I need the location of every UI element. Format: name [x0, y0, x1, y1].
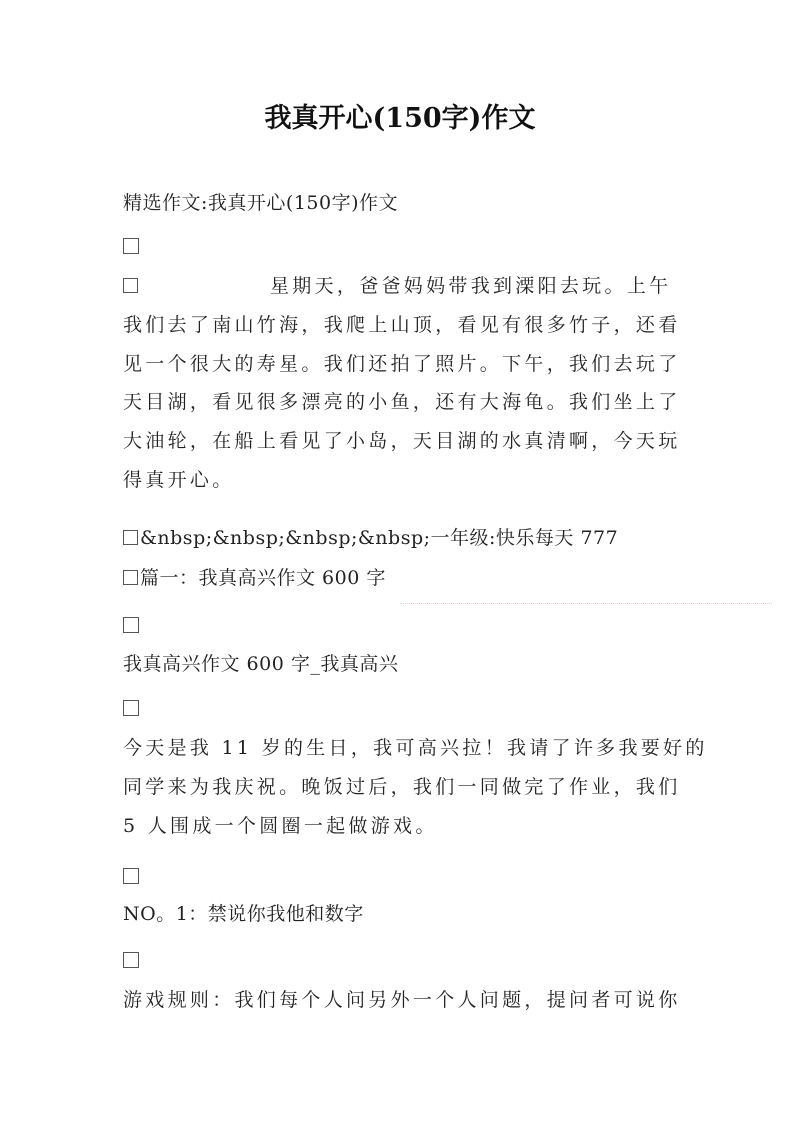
document-title: 我真开心(150字)作文	[264, 103, 536, 134]
section-heading: 篇一：我真高兴作文 600 字	[123, 565, 386, 591]
paragraph2-line-1: 今天是我 11 岁的生日，我可高兴拉！我请了许多我要好的	[123, 737, 708, 759]
missing-glyph-box-icon	[123, 700, 139, 716]
missing-glyph-box-icon	[123, 952, 139, 968]
section-title: 我真高兴作文 600 字_我真高兴	[123, 653, 399, 675]
missing-glyph-box-icon	[123, 238, 139, 254]
paragraph1-line-4: 天目湖，看见很多漂亮的小鱼，还有大海龟。我们坐上了	[123, 391, 681, 413]
game-title: NO。1：禁说你我他和数字	[123, 903, 364, 925]
paragraph1-line-3: 见一个很大的寿星。我们还拍了照片。下午，我们去玩了	[123, 353, 681, 375]
paragraph1-line-1: 星期天，爸爸妈妈带我到溧阳去玩。上午	[123, 273, 671, 299]
missing-glyph-box-icon	[123, 617, 139, 633]
missing-glyph-box-icon	[123, 530, 138, 545]
author-line: &nbsp;&nbsp;&nbsp;&nbsp;一年级:快乐每天 777	[123, 525, 618, 551]
game-rules: 游戏规则：我们每个人问另外一个人问题，提问者可说你	[123, 989, 681, 1011]
dotted-rule	[400, 603, 772, 604]
subtitle: 精选作文:我真开心(150字)作文	[123, 192, 398, 214]
missing-glyph-box-icon	[123, 868, 139, 884]
paragraph2-line-2: 同学来为我庆祝。晚饭过后，我们一同做完了作业，我们	[123, 776, 681, 798]
paragraph1-line-2: 我们去了南山竹海，我爬上山顶，看见有很多竹子，还看	[123, 314, 681, 336]
paragraph1-line-5: 大油轮，在船上看见了小岛，天目湖的水真清啊，今天玩	[123, 430, 681, 452]
paragraph1-line-6: 得真开心。	[123, 469, 235, 491]
missing-glyph-box-icon	[123, 278, 138, 293]
missing-glyph-box-icon	[123, 570, 138, 585]
paragraph2-line-3: 5 人围成一个圆圈一起做游戏。	[123, 815, 438, 837]
